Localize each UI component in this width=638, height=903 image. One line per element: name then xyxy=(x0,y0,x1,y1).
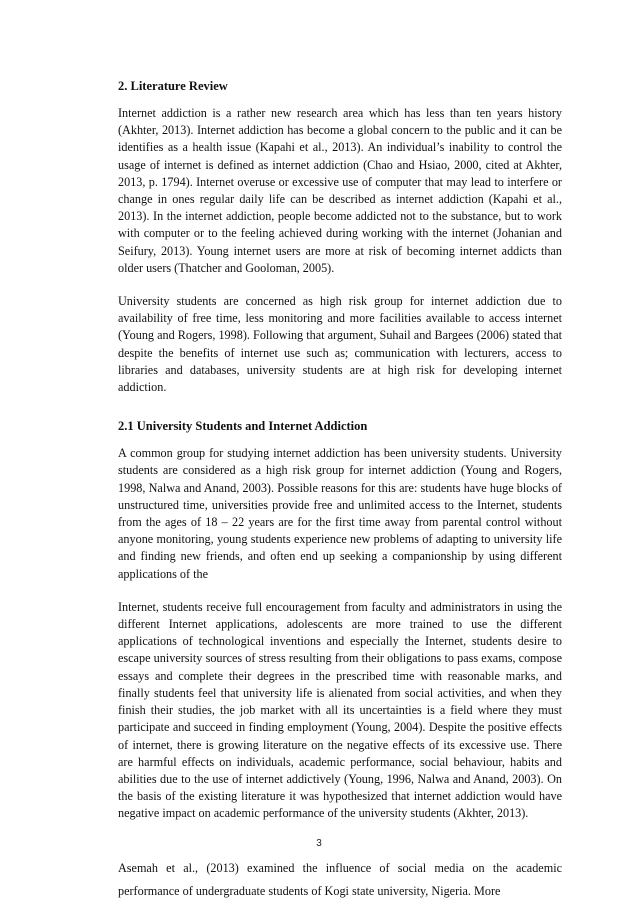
paragraph: Asemah et al., (2013) examined the influence of social media on the academic performance of undergraduate students of Kogi state university, Nigeria. More xyxy=(118,860,562,898)
paragraph: Internet addiction is a rather new research area which has less than ten years history (Akhter, 2013). Internet addiction has become a global concern to the public and it can be identifies as a health issue (Kapahi et al., 2013). An individual’s inability to control the usage of internet is defined as internet addiction (Chao and Hsiao, 2000, cited at Akhter, 2013, p. 1794). Internet overuse or excessive use of computer that may lead to interfere or change in ones regular daily life can be described as internet addiction (Kapahi et al., 2013). In the internet addiction, people become addicted not to the substance, but to work with computer or to the feeling achieved during working with the internet (Johanian and Seifury, 2013). Young internet users are more at risk of becoming internet addicts than older users (Thatcher and Gooloman, 2005). xyxy=(118,106,562,275)
section-heading-literature-review: 2. Literature Review xyxy=(118,79,228,93)
paragraph: A common group for studying internet addiction has been university students. University students are considered as a high risk group for internet addiction (Young and Rogers, 1998, Nalwa and Anand, 2003). Possible reasons for this are: students have huge blocks of unstructured time, universities provide free and unlimited access to the Internet, students from the ages of 18 – 22 years are for the first time away from parental control without anyone monitoring, young students experience new problems of adapting to university life and finding new friends, and often end up seeking a companionship by using different applications of the xyxy=(118,446,562,581)
section-heading-university-students: 2.1 University Students and Internet Addiction xyxy=(118,419,368,434)
paragraph: University students are concerned as high risk group for internet addiction due to availability of free time, less monitoring and more facilities available to access internet (Young and Rogers, 1998). Following that argument, Suhail and Bargees (2006) stated that despite the benefits of internet use such as; communication with lecturers, access to libraries and databases, university students are at high risk for developing internet addiction. xyxy=(118,294,562,395)
page-number: 3 xyxy=(316,838,322,849)
page-content xyxy=(118,78,562,903)
paragraph: Internet, students receive full encouragement from faculty and administrators in using the different Internet applications, adolescents are more trained to use the different applications of technological inventions and especially the Internet, students desire to escape university sources of stress resulting from their obligations to pass exams, compose essays and complete their degrees in the prescribed time with reasonable marks, and finally students feel that university life is alienated from social activities, and when they finish their studies, the job market with all its uncertainties is a field where they must participate and succeed in finding employment (Young, 2004). Despite the positive effects of internet, there is growing literature on the negative effects of its excessive use. There are harmful effects on individuals, academic performance, social behaviour, habits and abilities due to the use of internet addictively (Young, 1996, Nalwa and Anand, 2003). On the basis of the existing literature it was hypothesized that internet addiction would have negative impact on academic performance of the university students (Akhter, 2013). xyxy=(118,599,562,821)
